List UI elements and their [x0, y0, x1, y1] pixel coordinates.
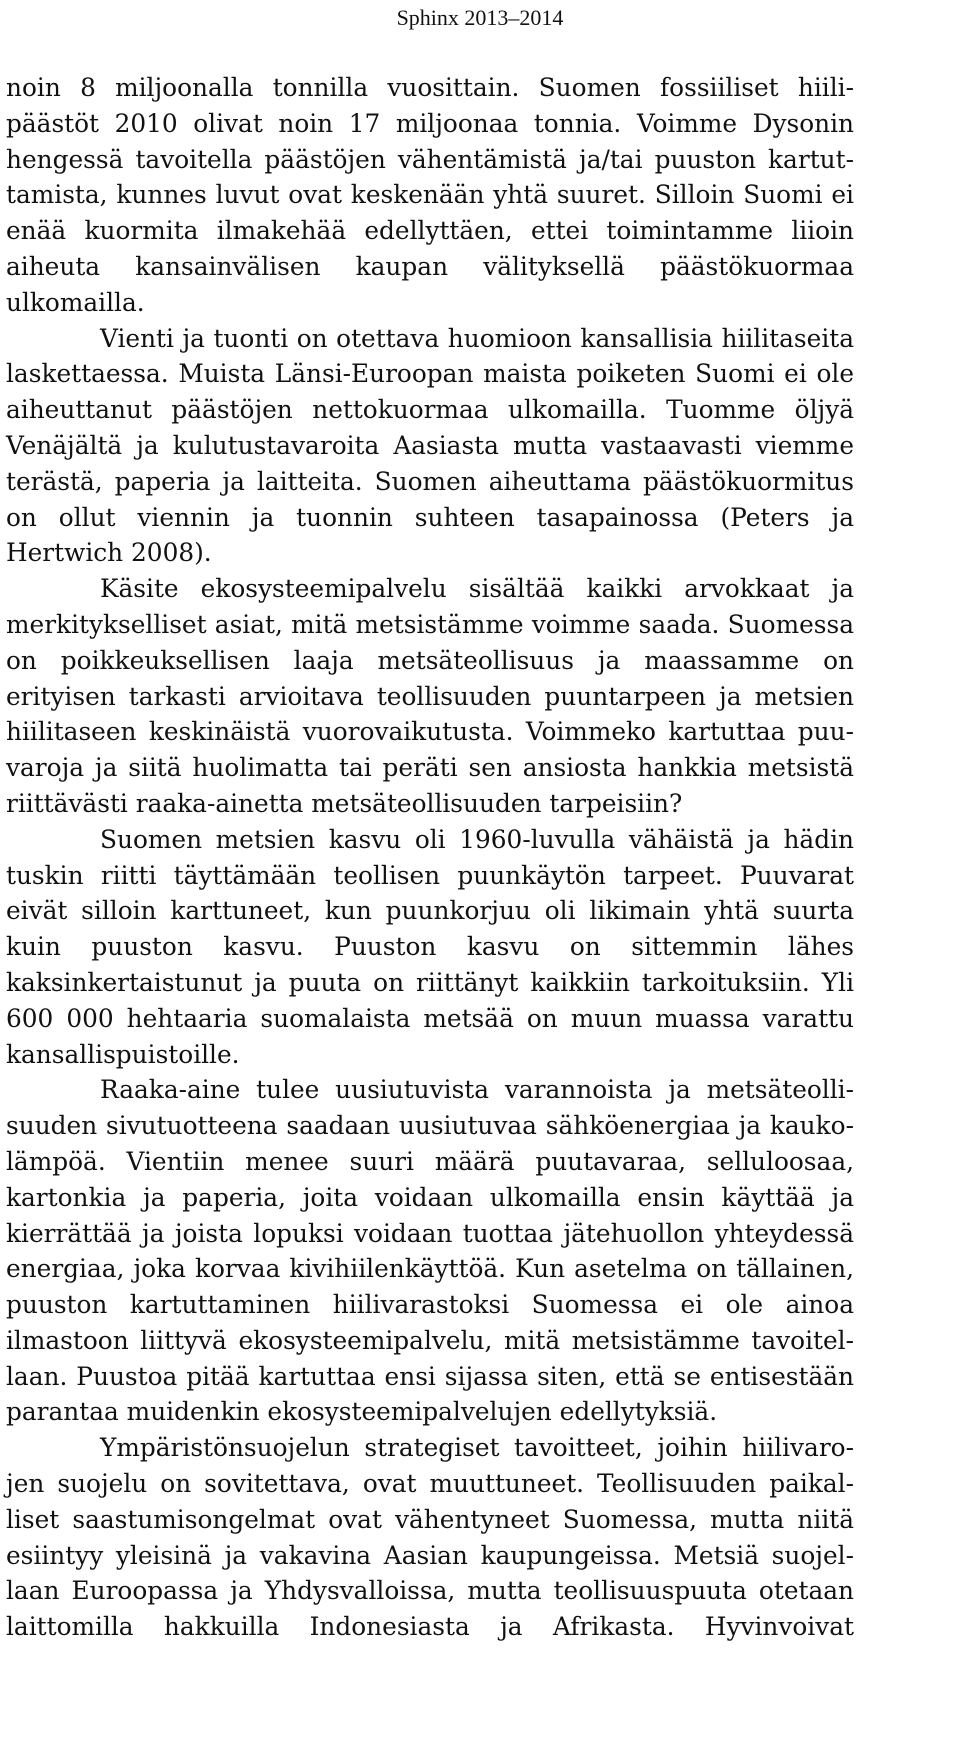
paragraph-forest-growth: Suomen metsien kasvu oli 1960-luvulla vähäistä ja hädin tuskin riitti täyttämään teollisen puunkäytön tarpeet. Puuvarat eivät silloin karttuneet, kun puunkorjuu oli likimain yhtä suurta kuin puuston kasvu. Puuston kasvu on sittemmin lähes kaksinkertaistunut ja puuta on riittänyt kaikkiin tarkoituksiin. Yli 600 000 hehtaaria suomalaista metsää on muun muassa varattu kansallispuistoille. [6, 824, 854, 1069]
paragraph-raw-material: Raaka-aine tulee uusiutuvista varannoista ja metsäteollisuuden sivutuotteena saadaan uusiutuvaa sähköenergiaa ja kaukolämpöä. Vientiin menee suuri määrä puutavaraa, selluloosaa, kartonkia ja paperia, joita voidaan ulkomailla ensin käyttää ja kierrättää ja joista lopuksi voidaan tuottaa jätehuollon yhteydessä energiaa, joka korvaa kivihiilenkäyttöä. Kun asetelma on tällainen, puuston kartuttaminen hiilivarastoksi Suomessa ei ole ainoa ilmastoon liittyvä ekosysteemipalvelu, mitä metsistämme tavoitellaan. Puustoa pitää kartuttaa ensi sijassa siten, että se entisestään parantaa muidenkin ekosysteemipalvelujen edellytyksiä. [6, 1075, 854, 1427]
paragraph-environmental-strategy: Ympäristönsuojelun strategiset tavoitteet, joihin hiilivarojen suojelu on sovitettava, ovat muuttuneet. Teollisuuden paikalliset saastumisongelmat ovat vähentyneet Suomessa, mutta niitä esiintyy yleisinä ja vakavina Aasian kaupungeissa. Metsiä suojellaan Euroopassa ja Yhdysvalloissa, mutta teollisuuspuuta otetaan laittomilla hakkuilla Indonesiasta ja Afrikasta. Hyvinvoivat [6, 1433, 854, 1642]
running-header: Sphinx 2013–2014 [396, 5, 564, 30]
paragraph-carbon-emissions: noin 8 miljoonalla tonnilla vuosittain. Suomen fossiiliset hiilipäästöt 2010 olivat noin 17 miljoonaa tonnia. Voimme Dysonin hengessä tavoitella päästöjen vähentämistä ja/tai puuston kartuttamista, kunnes luvut ovat keskenään yhtä suuret. Silloin Suomi ei enää kuormita ilmakehää edellyttäen, ettei toimintamme liioin aiheuta kansainvälisen kaupan välityksellä päästökuormaa ulkomailla. [6, 73, 854, 317]
document-body [6, 70, 854, 1645]
paragraph-ecosystem-services: Käsite ekosysteemipalvelu sisältää kaikki arvokkaat ja merkitykselliset asiat, mitä metsistämme voimme saada. Suomessa on poikkeuksellisen laaja metsäteollisuus ja maassamme on erityisen tarkasti arvioitava teollisuuden puuntarpeen ja metsien hiilitaseen keskinäistä vuorovaikutusta. Voimmeko kartuttaa puuvaroja ja siitä huolimatta tai peräti sen ansiosta hankkia metsistä riittävästi raaka-ainetta metsäteollisuuden tarpeisiin? [6, 574, 854, 818]
paragraph-trade-balance: Vienti ja tuonti on otettava huomioon kansallisia hiilitaseita laskettaessa. Muista Länsi-Euroopan maista poiketen Suomi ei ole aiheuttanut päästöjen nettokuormaa ulkomailla. Tuomme öljyä Venäjältä ja kulutustavaroita Aasiasta mutta vastaavasti viemme terästä, paperia ja laitteita. Suomen aiheuttama päästökuormitus on ollut viennin ja tuonnin suhteen tasapainossa (Peters ja Hertwich 2008). [6, 323, 854, 568]
